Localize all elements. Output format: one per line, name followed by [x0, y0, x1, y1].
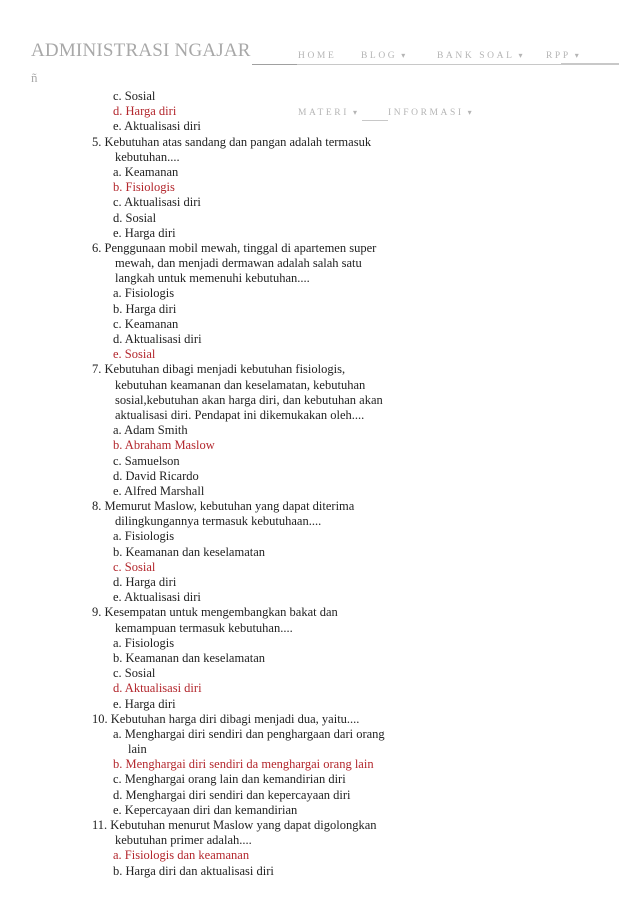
nav-bank-soal[interactable]: [437, 51, 523, 61]
answer-option: e. Aktualisasi diri: [113, 590, 201, 605]
chevron-down-icon: ▾: [352, 108, 357, 117]
nav-rpp-underline: [561, 63, 619, 64]
answer-option: a. Menghargai diri sendiri dan penghargaan dari orang: [113, 726, 385, 741]
answer-option: c. Menghargai orang lain dan kemandirian diri: [113, 772, 346, 787]
answer-option-correct: d. Aktualisasi diri: [113, 681, 202, 696]
question-line: 5. Kebutuhan atas sandang dan pangan adalah termasuk: [92, 134, 372, 149]
answer-option: e. Alfred Marshall: [113, 483, 205, 498]
question-continuation: kebutuhan....: [115, 149, 180, 164]
question-line: 9. Kesempatan untuk mengembangkan bakat dan: [92, 605, 338, 620]
answer-option-correct: b. Abraham Maslow: [113, 438, 215, 453]
question-continuation: langkah untuk memenuhi kebutuhan....: [115, 271, 310, 286]
chevron-down-icon: ▾: [518, 51, 523, 60]
answer-option: a. Fisiologis: [113, 635, 175, 650]
answer-option: a. Fisiologis: [113, 529, 175, 544]
nav-rpp[interactable]: [546, 51, 579, 61]
answer-option: b. Harga diri dan aktualisasi diri: [113, 863, 274, 878]
answer-option: d. Menghargai diri sendiri dan kepercayaan diri: [113, 787, 351, 802]
answer-option: c. Sosial: [113, 666, 156, 681]
answer-option: a. Fisiologis: [113, 286, 175, 301]
chevron-down-icon: ▾: [401, 51, 406, 60]
question-continuation: kebutuhan keamanan dan keselamatan, kebutuhan: [115, 377, 366, 392]
nav-blog[interactable]: [361, 51, 405, 61]
answer-option: a. Adam Smith: [113, 423, 188, 438]
question-line: 10. Kebutuhan harga diri dibagi menjadi dua, yaitu....: [92, 711, 360, 726]
question-continuation: mewah, dan menjadi dermawan adalah salah satu: [115, 256, 362, 271]
answer-option-correct: c. Sosial: [113, 559, 156, 574]
title-underline: [252, 64, 297, 65]
question-continuation: kemampuan termasuk kebutuhan....: [115, 620, 293, 635]
answer-option: b. Harga diri: [113, 301, 177, 316]
chevron-down-icon: ▾: [574, 51, 579, 60]
answer-option-correct: a. Fisiologis dan keamanan: [113, 848, 250, 863]
question-line: 7. Kebutuhan dibagi menjadi kebutuhan fisiologis,: [92, 362, 346, 377]
answer-option: c. Aktualisasi diri: [113, 195, 201, 210]
nav-materi-label: MATERI: [298, 108, 349, 118]
answer-option-correct: b. Fisiologis: [113, 180, 175, 195]
nav-home-label: HOME: [298, 51, 337, 61]
answer-option-correct: d. Harga diri: [113, 104, 177, 119]
answer-option-correct: b. Menghargai diri sendiri da menghargai orang lain: [113, 757, 374, 772]
question-line: 8. Memurut Maslow, kebutuhan yang dapat diterima: [92, 499, 355, 514]
answer-option: e. Harga diri: [113, 225, 176, 240]
answer-option: d. Sosial: [113, 210, 157, 225]
question-line: 11. Kebutuhan menurut Maslow yang dapat digolongkan: [92, 818, 377, 832]
answer-option: d. Aktualisasi diri: [113, 332, 202, 346]
answer-option: b. Keamanan dan keselamatan: [113, 650, 266, 665]
nav-blog-label: BLOG: [361, 51, 398, 61]
question-continuation: sosial,kebutuhan akan harga diri, dan kebutuhan akan: [115, 392, 383, 407]
question-continuation: dilingkungannya termasuk kebutuhaan....: [115, 514, 322, 529]
question-continuation: kebutuhan primer adalah....: [115, 833, 252, 848]
nav-home[interactable]: [298, 51, 336, 61]
answer-option: c. Sosial: [113, 89, 156, 103]
document-body: [92, 89, 412, 879]
nav-informasi-label: INFORMASI: [388, 108, 464, 118]
answer-option: e. Harga diri: [113, 696, 176, 711]
answer-option: d. David Ricardo: [113, 468, 199, 483]
nav-bank-soal-label: BANK SOAL: [437, 51, 515, 61]
site-title[interactable]: ADMINISTRASI NGAJAR: [31, 40, 251, 61]
answer-option: c. Samuelson: [113, 453, 180, 468]
menu-underline: [297, 64, 619, 65]
answer-option-correct: e. Sosial: [113, 347, 156, 362]
answer-option: d. Harga diri: [113, 575, 177, 589]
answer-option: e. Aktualisasi diri: [113, 119, 201, 134]
question-continuation: aktualisasi diri. Pendapat ini dikemukakan oleh....: [115, 407, 365, 422]
answer-option: a. Keamanan: [113, 164, 179, 179]
nav-rpp-label: RPP: [546, 51, 571, 61]
site-title-wrap: ñ: [31, 70, 38, 85]
answer-option: c. Keamanan: [113, 316, 179, 331]
answer-option: b. Keamanan dan keselamatan: [113, 544, 266, 559]
chevron-down-icon: ▾: [467, 108, 472, 117]
answer-option: e. Kepercayaan diri dan kemandirian: [113, 802, 298, 817]
answer-option: lain: [128, 742, 147, 757]
question-line: 6. Penggunaan mobil mewah, tinggal di apartemen super: [92, 240, 377, 255]
